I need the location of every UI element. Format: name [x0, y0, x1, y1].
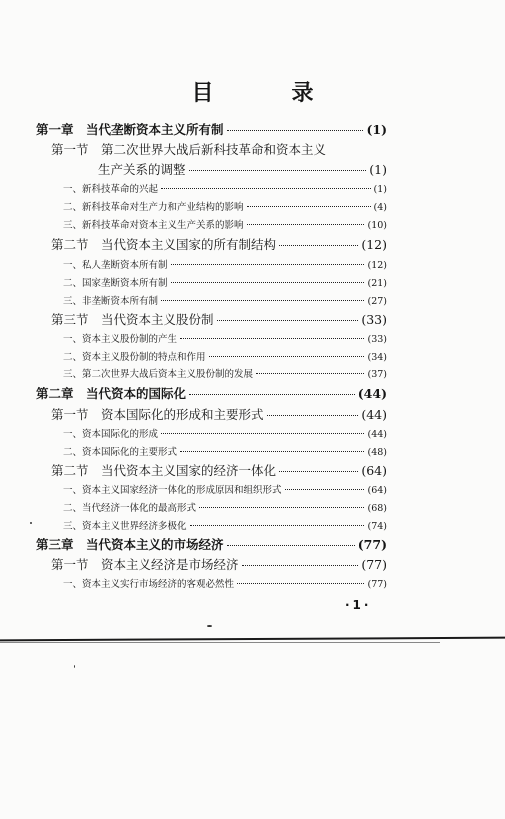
entry-title: 二、国家垄断资本所有制 [63, 278, 168, 289]
toc-subsection-entry [63, 275, 387, 289]
dot-leader [180, 451, 364, 452]
toc-subsection-entry [63, 331, 387, 345]
toc-subsection-entry [63, 518, 387, 532]
entry-page: (1) [369, 162, 387, 177]
entry-page: (12) [367, 260, 387, 271]
entry-page: (77) [361, 557, 387, 572]
entry-page: (12) [361, 237, 387, 252]
scan-edge-line [0, 637, 505, 642]
toc-section-entry [51, 235, 387, 253]
entry-title: 一、私人垄断资本所有制 [63, 260, 168, 271]
entry-title: 三、第二次世界大战后资本主义股份制的发展 [63, 369, 254, 380]
entry-page: (4) [373, 202, 387, 213]
dot-leader [279, 471, 358, 472]
entry-title: 第一节 第二次世界大战后新科技革命和资本主义 [51, 142, 327, 157]
toc-subsection-entry [63, 576, 387, 590]
toc-subsection-entry [63, 444, 387, 458]
dot-leader [279, 245, 358, 246]
entry-page: (44) [367, 429, 387, 440]
entry-page: (1) [373, 184, 387, 195]
toc-chapter-entry [36, 535, 387, 553]
entry-title: 一、资本国际化的形成 [63, 429, 159, 440]
toc-subsection-entry [63, 181, 387, 195]
entry-page: (77) [367, 579, 387, 590]
dot-leader [190, 525, 365, 526]
toc-subsection-entry [63, 349, 387, 363]
entry-title: 第二章 当代资本的国际化 [36, 386, 187, 401]
dot-leader [267, 415, 359, 416]
scan-speck [207, 625, 212, 627]
entry-page: (37) [367, 369, 387, 380]
entry-page: (68) [367, 503, 387, 514]
dot-leader [237, 583, 364, 584]
entry-title: 第一节 资本主义经济是市场经济 [51, 557, 239, 572]
toc-subsection-entry [63, 426, 387, 440]
dot-leader [189, 170, 367, 171]
entry-title: 一、资本主义国家经济一体化的形成原因和组织形式 [63, 485, 282, 496]
dot-leader [199, 507, 364, 508]
dot-leader [209, 356, 365, 357]
entry-page: (10) [367, 220, 387, 231]
toc-subsection-entry [63, 217, 387, 231]
dot-leader [247, 206, 371, 207]
entry-title: 第一章 当代垄断资本主义所有制 [36, 122, 224, 137]
entry-page: (64) [367, 485, 387, 496]
entry-title: 第一节 资本国际化的形成和主要形式 [51, 407, 264, 422]
entry-title: 第二节 当代资本主义国家的经济一体化 [51, 463, 277, 478]
entry-title: 一、新科技革命的兴起 [63, 184, 159, 195]
entry-page: (74) [367, 521, 387, 532]
toc-subsection-entry [63, 482, 387, 496]
entry-title: 三、非垄断资本所有制 [63, 296, 159, 307]
entry-title: 第三章 当代资本主义的市场经济 [36, 537, 224, 552]
dot-leader [227, 130, 364, 131]
toc-subsection-entry [63, 199, 387, 213]
entry-page: (33) [361, 312, 387, 327]
dot-leader [256, 373, 364, 374]
toc-section-entry [51, 140, 326, 158]
entry-title: 第三节 当代资本主义股份制 [51, 312, 214, 327]
entry-page: (64) [361, 463, 387, 478]
toc-section-entry [51, 405, 387, 423]
toc-subsection-entry [63, 257, 387, 271]
dot-leader [285, 489, 365, 490]
toc-section-entry [51, 555, 387, 573]
page-number: ·1· [345, 598, 372, 612]
dot-leader [161, 188, 371, 189]
dot-leader [180, 338, 364, 339]
entry-title: 三、新科技革命对资本主义生产关系的影响 [63, 220, 244, 231]
entry-page: (48) [367, 447, 387, 458]
scan-speck [74, 665, 75, 668]
toc-subsection-entry [63, 293, 387, 307]
toc-subsection-entry [63, 366, 387, 380]
entry-page: (33) [367, 334, 387, 345]
entry-title: 一、资本主义实行市场经济的客观必然性 [63, 579, 235, 590]
entry-page: (34) [367, 352, 387, 363]
entry-title: 三、资本主义世界经济多极化 [63, 521, 187, 532]
scan-speck [30, 522, 32, 524]
dot-leader [242, 565, 359, 566]
dot-leader [217, 320, 359, 321]
entry-page: (1) [366, 122, 387, 137]
entry-title: 二、新科技革命对生产力和产业结构的影响 [63, 202, 244, 213]
toc-section-entry [51, 461, 387, 479]
entry-title: 二、资本主义股份制的特点和作用 [63, 352, 206, 363]
dot-leader [247, 224, 365, 225]
entry-page: (44) [357, 386, 387, 401]
entry-title: 第二节 当代资本主义国家的所有制结构 [51, 237, 277, 252]
entry-page: (21) [367, 278, 387, 289]
dot-leader [161, 433, 364, 434]
entry-title: 一、资本主义股份制的产生 [63, 334, 178, 345]
scan-edge-shadow [0, 642, 440, 643]
dot-leader [161, 300, 364, 301]
toc-section-entry-continued [98, 160, 387, 178]
toc-title: 目 录 [191, 81, 342, 106]
toc-section-entry [51, 310, 387, 328]
toc-chapter-entry [36, 120, 387, 138]
entry-page: (44) [361, 407, 387, 422]
toc-subsection-entry [63, 500, 387, 514]
toc-chapter-entry [36, 384, 387, 402]
dot-leader [227, 545, 355, 546]
dot-leader [171, 282, 365, 283]
entry-title: 二、资本国际化的主要形式 [63, 447, 178, 458]
dot-leader [171, 264, 365, 265]
entry-title: 生产关系的调整 [98, 162, 186, 177]
dot-leader [189, 394, 355, 395]
entry-page: (27) [367, 296, 387, 307]
entry-page: (77) [357, 537, 387, 552]
entry-title: 二、当代经济一体化的最高形式 [63, 503, 197, 514]
